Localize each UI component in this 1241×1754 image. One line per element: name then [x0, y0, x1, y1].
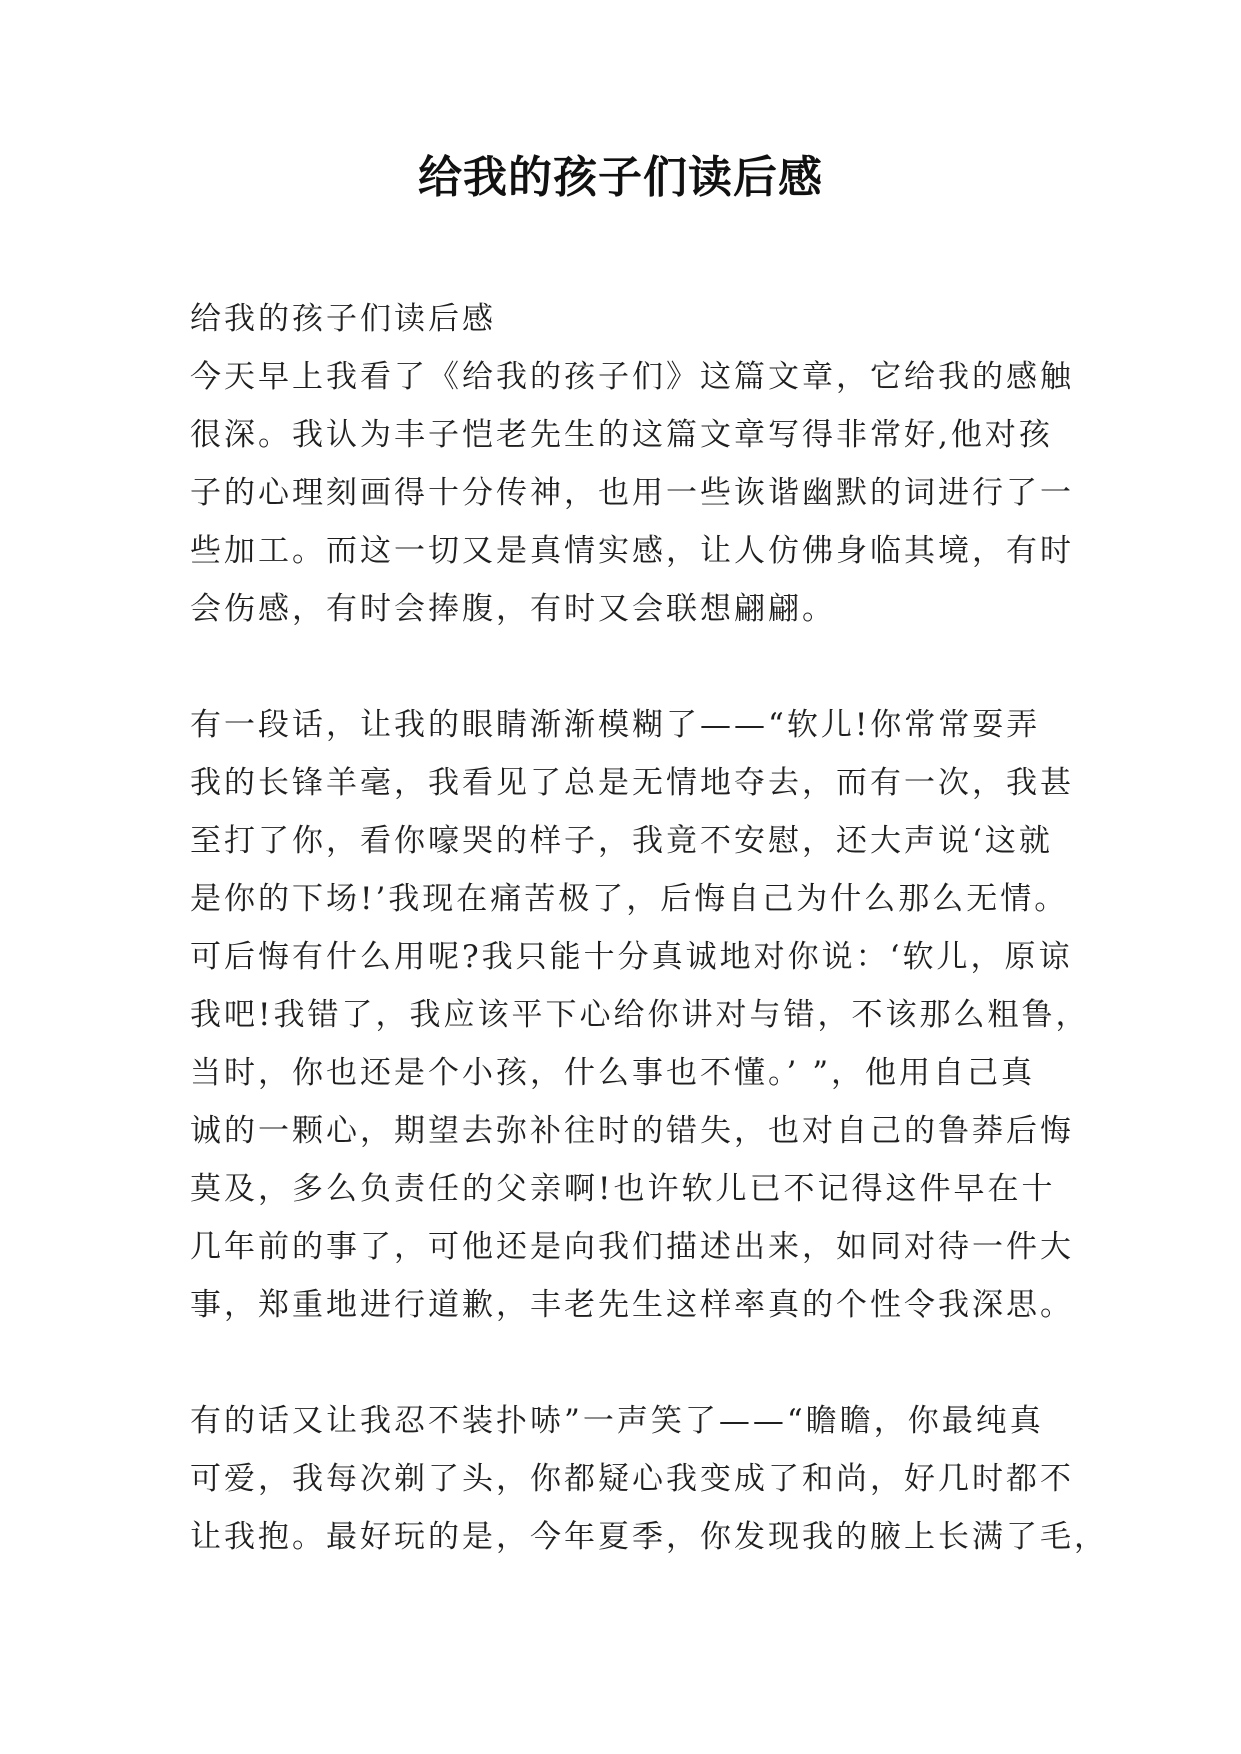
paragraph-gap — [190, 1334, 1070, 1392]
text-line: 事，郑重地进行道歉，丰老先生这样率真的个性令我深思。 — [190, 1287, 1074, 1323]
text-line: 让我抱。最好玩的是，今年夏季，你发现我的腋上长满了毛， — [190, 1519, 1108, 1555]
paragraph-2 — [190, 696, 1090, 1334]
paragraph-1 — [190, 290, 1074, 638]
paragraph-3 — [190, 1392, 1108, 1566]
text-line: 是你的下场!’我现在痛苦极了，后悔自己为什么那么无情。 — [190, 881, 1069, 917]
text-line: 当时，你也还是个小孩，什么事也不懂。’ ”，他用自己真 — [190, 1055, 1036, 1091]
document-body — [190, 290, 1108, 1566]
text-line: 给我的孩子们读后感 — [190, 301, 496, 337]
text-line: 有的话又让我忍不装扑哧”一声笑了——“瞻瞻，你最纯真 — [190, 1403, 1044, 1439]
paragraph-gap — [190, 638, 1070, 696]
text-line: 几年前的事了，可他还是向我们描述出来，如同对待一件大 — [190, 1229, 1074, 1265]
text-line: 可爱，我每次剃了头，你都疑心我变成了和尚，好几时都不 — [190, 1461, 1074, 1497]
document-title: 给我的孩子们读后感 — [418, 152, 823, 203]
text-line: 很深。我认为丰子恺老先生的这篇文章写得非常好,他对孩 — [190, 417, 1053, 453]
text-line: 至打了你，看你嚎哭的样子，我竟不安慰，还大声说‘这就 — [190, 823, 1053, 859]
text-line: 莫及，多么负责任的父亲啊!也许软儿已不记得这件早在十 — [190, 1171, 1056, 1207]
text-line: 些加工。而这一切又是真情实感，让人仿佛身临其境，有时 — [190, 533, 1074, 569]
text-line: 今天早上我看了《给我的孩子们》这篇文章，它给我的感触 — [190, 359, 1074, 395]
text-line: 诚的一颗心，期望去弥补往时的错失，也对自己的鲁莽后悔 — [190, 1113, 1074, 1149]
text-line: 我的长锋羊毫，我看见了总是无情地夺去，而有一次，我甚 — [190, 765, 1074, 801]
text-line: 会伤感，有时会捧腹，有时又会联想翩翩。 — [190, 591, 836, 627]
text-line: 我吧!我错了，我应该平下心给你讲对与错，不该那么粗鲁， — [190, 997, 1090, 1033]
text-line: 可后悔有什么用呢?我只能十分真诚地对你说：‘软儿，原谅 — [190, 939, 1073, 975]
text-line: 子的心理刻画得十分传神，也用一些诙谐幽默的词进行了一 — [190, 475, 1074, 511]
text-line: 有一段话，让我的眼睛渐渐模糊了——“软儿!你常常耍弄 — [190, 707, 1041, 743]
